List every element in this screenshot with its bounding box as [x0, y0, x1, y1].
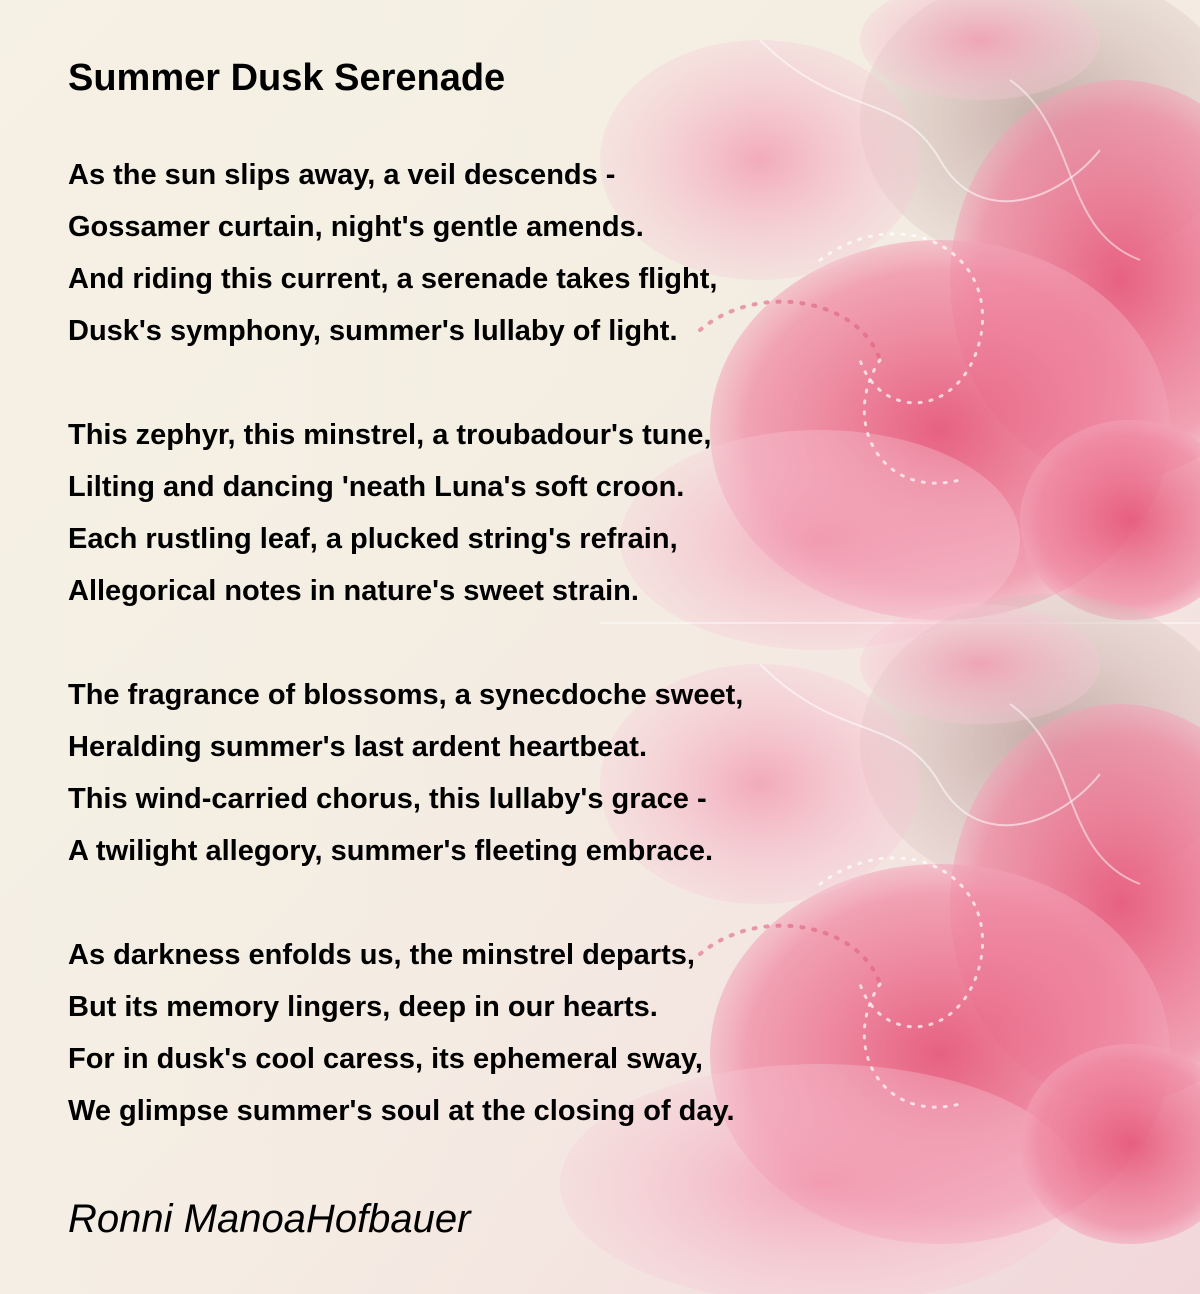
poem-line: As the sun slips away, a veil descends - — [68, 159, 616, 191]
stanza-2 — [68, 409, 711, 617]
poem-line: Gossamer curtain, night's gentle amends. — [68, 211, 644, 243]
poem-line: A twilight allegory, summer's fleeting embrace. — [68, 835, 714, 867]
stanza-1 — [68, 149, 717, 357]
poem-line: Lilting and dancing 'neath Luna's soft croon. — [68, 471, 685, 503]
poem-title: Summer Dusk Serenade — [68, 57, 506, 99]
poem-line: As darkness enfolds us, the minstrel departs, — [68, 939, 695, 971]
poem-line: For in dusk's cool caress, its ephemeral sway, — [68, 1043, 703, 1075]
poem-line: Allegorical notes in nature's sweet strain. — [68, 575, 639, 607]
stanza-3 — [68, 669, 743, 877]
stanza-4 — [68, 929, 735, 1137]
poem-line: This wind-carried chorus, this lullaby's grace - — [68, 783, 707, 815]
poem-line: Dusk's symphony, summer's lullaby of light. — [68, 315, 678, 347]
poem-line: Each rustling leaf, a plucked string's refrain, — [68, 523, 678, 555]
poem-line: And riding this current, a serenade takes flight, — [68, 263, 718, 295]
poem-line: But its memory lingers, deep in our hearts. — [68, 991, 658, 1023]
poem-line: This zephyr, this minstrel, a troubadour's tune, — [68, 419, 712, 451]
poem-line: We glimpse summer's soul at the closing of day. — [68, 1095, 735, 1127]
poem-line: Heralding summer's last ardent heartbeat. — [68, 731, 648, 763]
poem-line: The fragrance of blossoms, a synecdoche sweet, — [68, 679, 744, 711]
poem-author: Ronni ManoaHofbauer — [68, 1197, 471, 1241]
